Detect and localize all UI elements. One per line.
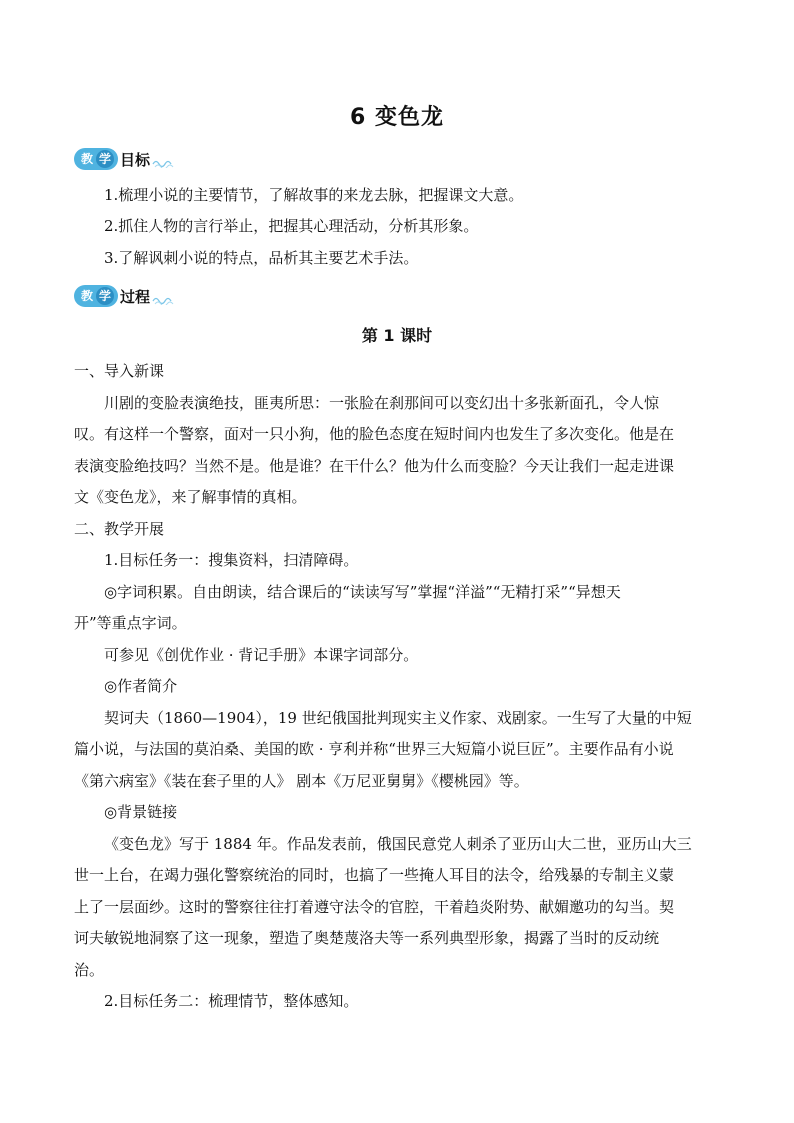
section-badge-goals <box>74 146 174 172</box>
section-heading: 二、教学开展 <box>74 520 165 538</box>
subsection-heading: ◎作者简介 <box>104 677 178 695</box>
paragraph-line: 叹。有这样一个警察，面对一只小狗，他的脸色态度在短时间内也发生了多次变化。他是在 <box>74 425 675 443</box>
paragraph-line: 文《变色龙》，来了解事情的真相。 <box>74 488 307 506</box>
paragraph-line: 《变色龙》写于 1884 年。作品发表前，俄国民意党人刺杀了亚历山大二世，亚历山大三 <box>104 835 692 853</box>
badge-char: 教 <box>80 152 93 166</box>
paragraph-line: 治。 <box>74 961 105 979</box>
paragraph-line: ◎字词积累。自由朗读，结合课后的“读读写写”掌握“洋溢”“无精打采”“异想天 <box>104 583 621 601</box>
page-title: 6 变色龙 <box>350 105 444 130</box>
lesson-title: 第 1 课时 <box>361 326 433 345</box>
badge-pill <box>74 148 118 170</box>
goal-item: 1.梳理小说的主要情节，了解故事的来龙去脉，把握课文大意。 <box>104 186 524 204</box>
goal-item: 2.抓住人物的言行举止，把握其心理活动，分析其形象。 <box>104 217 479 235</box>
paragraph-line: 可参见《创优作业 · 背记手册》本课字词部分。 <box>104 646 419 664</box>
paragraph-line: 世一上台，在竭力强化警察统治的同时，也搞了一些掩人耳目的法令，给残暴的专制主义蒙 <box>74 866 675 884</box>
wave-icon <box>152 295 174 305</box>
paragraph-line: 表演变脸绝技吗？当然不是。他是谁？在干什么？他为什么而变脸？今天让我们一起走进课 <box>74 457 675 475</box>
task-heading: 1.目标任务一：搜集资料，扫清障碍。 <box>104 551 359 569</box>
task-heading: 2.目标任务二：梳理情节，整体感知。 <box>104 992 359 1010</box>
paragraph-line: 契诃夫（1860—1904），19 世纪俄国批判现实主义作家、戏剧家。一生写了大量的中短 <box>104 709 692 727</box>
section-heading: 一、导入新课 <box>74 362 165 380</box>
badge-char: 学 <box>96 287 114 305</box>
badge-label: 目标 <box>120 150 151 169</box>
paragraph-line: 上了一层面纱。这时的警察往往打着遵守法令的官腔，干着趋炎附势、献媚邀功的勾当。契 <box>74 898 675 916</box>
paragraph-line: 《第六病室》《装在套子里的人》 剧本《万尼亚舅舅》《樱桃园》等。 <box>74 772 529 790</box>
paragraph-line: 篇小说，与法国的莫泊桑、美国的欧 · 亨利并称“世界三大短篇小说巨匠”。主要作品有小说 <box>74 740 674 758</box>
subsection-heading: ◎背景链接 <box>104 803 178 821</box>
badge-char: 教 <box>80 289 93 303</box>
paragraph-line: 川剧的变脸表演绝技，匪夷所思：一张脸在刹那间可以变幻出十多张新面孔，令人惊 <box>104 394 660 412</box>
wave-icon <box>152 158 174 168</box>
badge-label: 过程 <box>120 287 151 306</box>
goal-item: 3.了解讽刺小说的特点，品析其主要艺术手法。 <box>104 249 419 267</box>
paragraph-line: 开”等重点字词。 <box>74 614 187 632</box>
badge-char: 学 <box>96 150 114 168</box>
badge-pill <box>74 285 118 307</box>
section-badge-process <box>74 283 174 309</box>
paragraph-line: 诃夫敏锐地洞察了这一现象，塑造了奥楚蔑洛夫等一系列典型形象，揭露了当时的反动统 <box>74 929 660 947</box>
